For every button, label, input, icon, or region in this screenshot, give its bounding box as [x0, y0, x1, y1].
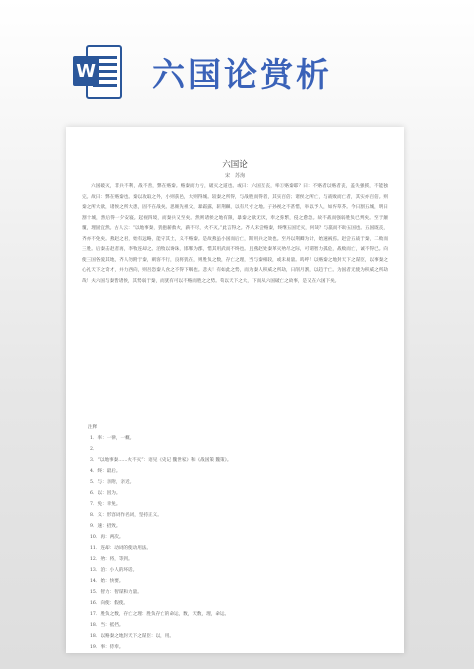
note-item: 19．事：侍奉。	[90, 645, 124, 650]
document-author: 宋 苏洵	[224, 173, 245, 179]
notes-section	[82, 422, 388, 653]
note-item: 14．始：快要。	[90, 579, 124, 584]
note-item: 2．	[90, 447, 98, 452]
note-item: 17．胜负之数，存亡之理：胜负存亡的命运，数，天数，理，命运。	[90, 612, 230, 617]
word-icon-letter: W	[76, 61, 96, 82]
note-item: 18．当：抵挡。	[90, 623, 124, 628]
note-item: 3．“以地事秦……火不灭”：语见《史记 魏世家》和《战国策 魏策》。	[90, 458, 232, 463]
note-item: 4．终：最后。	[90, 469, 121, 474]
note-item: 1．率：一律，一概。	[90, 436, 135, 441]
note-item: 5．与：亲附，亲近。	[90, 480, 135, 485]
note-item: 16．向使：假使。	[90, 601, 129, 606]
notes-heading: 注释	[88, 425, 98, 430]
note-item: 15．智力：智谋和力量。	[90, 590, 142, 595]
note-item: 18．以赂秦之地封天下之谋臣：以，用。	[90, 634, 174, 639]
document-body: 六国破灭，非兵不利，战不善，弊在赂秦。赂秦而力亏，破灭之道也。或曰：六国互丧，率①赂秦耶？曰：不赂者以赂者丧，盖失强援，不能独完。故曰：弊在赂秦也。秦以攻取之外，小则获邑，大则得城。较秦之所得，与战胜而得者，其实百倍；诸侯之所亡，与战败而亡者，其实亦百倍。则秦之所大欲，诸侯之所大患，固不在战矣。思厥先祖父，暴霜露，斩荆棘，以有尺寸之地。子孙视之不甚惜，举以予人，如弃草芥。今日割五城，明日割十城，然后得一夕安寝。起视四境，而秦兵又至矣。然则诸侯之地有限，暴秦之欲无厌，奉之弥繁，侵之愈急。故不战而强弱胜负已判矣。至于颠覆，理固宜然。古人云：“以地事秦，犹抱薪救火，薪不尽，火不灭。”此言得之。齐人未尝赂秦，终继五国迁灭，何哉？与嬴而不助五国也。五国既丧，齐亦不免矣。燕赵之君，始有远略，能守其土，义不赂秦。是故燕虽小国而后亡，斯用兵之效也。至丹以荆卿为计，始速祸焉。赵尝五战于秦，二败而三胜。后秦击赵者再，李牧连却之。洎牧以谗诛，邯郸为郡，惜其用武而不终也。且燕赵处秦革灭殆尽之际，可谓智力孤危，战败而亡，诚不得已。向使三国各爱其地，齐人勿附于秦，刺客不行，良将犹在，则胜负之数，存亡之理，当与秦相较，或未易量。呜呼！以赂秦之地封天下之谋臣，以事秦之心礼天下之奇才，并力西向，则吾恐秦人食之不得下咽也。悲夫！有如此之势，而为秦人积威之所劫，日削月割，以趋于亡。为国者无使为积威之所劫哉！夫六国与秦皆诸侯，其势弱于秦，而犹有可以不赂而胜之之势。苟以天下之大，下而从六国破亡之故事，是又在六国下矣。	[82, 184, 388, 284]
page-title: 六国论赏析	[152, 55, 332, 94]
note-item: 11．连却：动词的使动用法。	[90, 546, 151, 551]
note-item: 12．殆：将，等到。	[90, 557, 133, 562]
note-item: 8．义：形容词作名词，坚持正义。	[90, 513, 162, 518]
note-item: 10．再：两次。	[90, 535, 124, 540]
document-page	[66, 127, 404, 653]
document-title: 六国论	[222, 160, 248, 170]
note-item: 13．洎：小人的坏话。	[90, 568, 138, 573]
note-item: 6．以：因为。	[90, 491, 121, 496]
note-item: 9．速：招致。	[90, 524, 121, 529]
note-item: 7．免：幸免。	[90, 502, 121, 507]
word-document-icon	[73, 42, 123, 102]
